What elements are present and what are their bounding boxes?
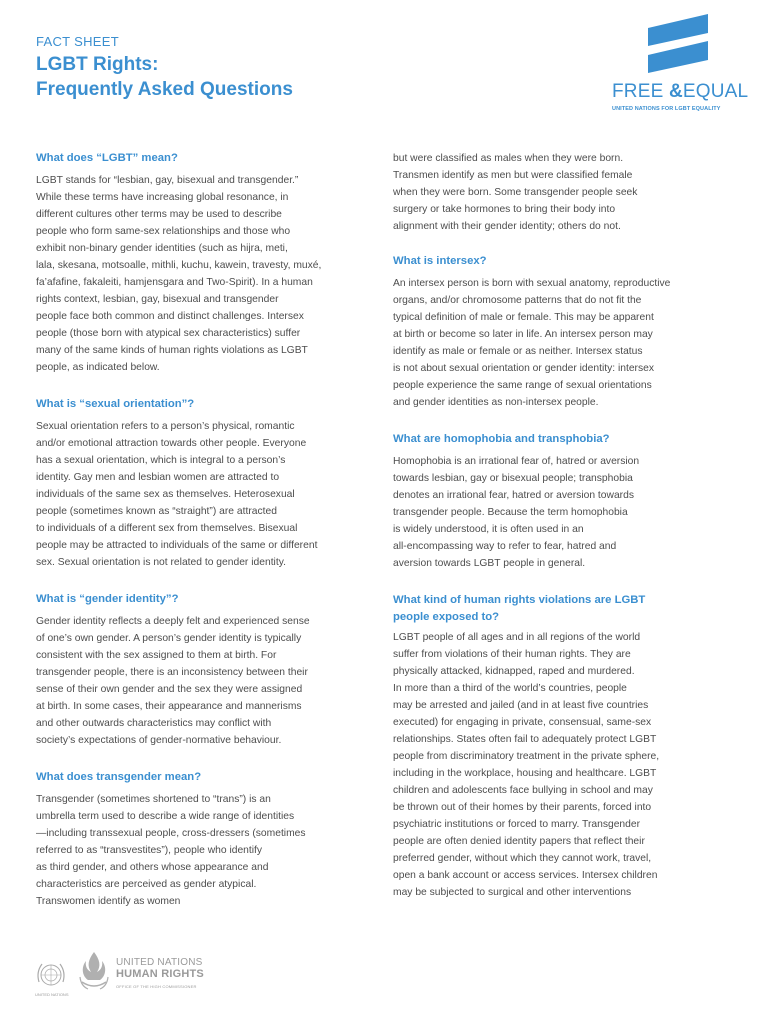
human-rights-flame-icon xyxy=(78,950,110,992)
section-heading-homophobia: What are homophobia and transphobia? xyxy=(393,433,610,445)
right-column xyxy=(393,150,719,901)
section-body-intersex: An intersex person is born with sexual anatomy, reproductive organs, and/or chromosome patterns that do not fit the typical definition of male or female. This may be apparent at birth or become so later in life. An intersex person may identify as male or female or as neither. Intersex status is not about sexual orientation or gender identity: intersex people experience the same range of sexual orientations and gender identities as non-intersex people. xyxy=(393,278,671,408)
section-heading-violations-line-2: people exposed to? xyxy=(393,611,500,623)
section-heading-gender-identity: What is “gender identity”? xyxy=(36,593,179,605)
page-title-line-2: Frequently Asked Questions xyxy=(36,79,293,100)
un-emblem-icon xyxy=(34,958,68,992)
section-body-transgender-continued: but were classified as males when they were born. Transmen identify as men but were classified female when they were born. Some transgender people seek surgery or take hormones to bring their body into alignment with their gender identity; others do not. xyxy=(393,153,638,232)
section-body-sexual-orientation: Sexual orientation refers to a person’s physical, romantic and/or emotional attraction towards other people. Everyone has a sexual orientation, which is integral to a person’s identity. Gay men and lesbian women are attracted to individuals of the same sex as themselves. Heterosexual people (sometimes known as “straight”) are attracted to individuals of a different sex from themselves. Bisexual people may be attracted to individuals of the same or different sex. Sexual orientation is not related to gender identity. xyxy=(36,421,318,568)
ohchr-line-1: UNITED NATIONS xyxy=(116,957,203,968)
section-heading-violations-line-1: What kind of human rights violations are LGBT xyxy=(393,594,646,606)
equal-sign-icon xyxy=(648,14,720,74)
section-body-homophobia: Homophobia is an irrational fear of, hatred or aversion towards lesbian, gay or bisexual people; transphobia denotes an irrational fear, hatred or aversion towards transgender people. Because the term homophobia is widely understood, it is often used in an all-encompassing way to refer to fear, hatred and aversion towards LGBT people in general. xyxy=(393,456,640,569)
logo-subtitle: UNITED NATIONS FOR LGBT EQUALITY xyxy=(612,106,721,112)
logo-word-equal: EQUAL xyxy=(682,81,749,102)
section-body-gender-identity: Gender identity reflects a deeply felt and experienced sense of one’s own gender. A person’s gender identity is typically consistent with the sex assigned to them at birth. For transgender people, there is an inconsistency between their sense of their own gender and the sex they were assigned at birth. In some cases, their appearance and mannerisms and other outwards characteristics may conflict with society’s expectations of gender-normative behaviour. xyxy=(36,616,310,746)
section-heading-intersex: What is intersex? xyxy=(393,255,487,267)
free-and-equal-logo xyxy=(610,14,750,120)
un-caption: UNITED NATIONS xyxy=(35,992,69,997)
logo-wordmark xyxy=(612,81,748,103)
left-column xyxy=(36,150,348,910)
section-heading-transgender: What does transgender mean? xyxy=(36,771,202,783)
ohchr-line-3: OFFICE OF THE HIGH COMMISSIONER xyxy=(116,984,197,989)
section-body-violations: LGBT people of all ages and in all regions of the world suffer from violations of their human rights. They are physically attacked, kidnapped, raped and murdered. In more than a third of the world’s countries, people may be arrested and jailed (and in at least five countries executed) for engaging in private, consensual, same-sex relationships. States often fail to adequately protect LGBT people from discriminatory treatment in the private sphere, including in the workplace, housing and healthcare. LGBT children and adolescents face bullying in school and may be thrown out of their homes by their parents, forced into psychiatric institutions or forced to marry. Transgender people are often denied identity papers that reflect their preferred gender, without which they cannot work, travel, open a bank account or access services. Intersex children may be subjected to surgical and other interventions xyxy=(393,632,660,898)
section-heading-sexual-orientation: What is “sexual orientation”? xyxy=(36,398,195,410)
ohchr-wordmark xyxy=(116,958,204,992)
section-heading-violations xyxy=(393,592,719,626)
section-body-lgbt: LGBT stands for “lesbian, gay, bisexual and transgender.” While these terms have increasing global resonance, in different cultures other terms may be used to describe people who form same-sex relationships and those who exhibit non-binary gender identities (such as hijra, meti, lala, skesana, motsoalle, mithli, kuchu, kawein, travesty, muxé, fa’afafine, fakaleiti, hamjensgara and Two-Spirit). In a human rights context, lesbian, gay, bisexual and transgender people face both common and distinct challenges. Intersex people (those born with atypical sex characteristics) suffer many of the same kinds of human rights violations as LGBT people, as indicated below. xyxy=(36,175,322,373)
logo-ampersand: & xyxy=(668,81,683,102)
logo-word-free: FREE xyxy=(612,81,664,102)
ohchr-line-2: HUMAN RIGHTS xyxy=(116,968,204,980)
section-body-transgender: Transgender (sometimes shortened to “trans”) is an umbrella term used to describe a wide range of identities —including transsexual people, cross-dressers (sometimes referred to as “transvestites”), people who identify as third gender, and others whose appearance and characteristics are perceived as gender atypical. Transwomen identify as women xyxy=(36,794,306,907)
fact-sheet-label: FACT SHEET xyxy=(36,34,119,49)
footer-logos xyxy=(34,948,234,1000)
page-title-line-1: LGBT Rights: xyxy=(36,54,159,75)
page-title xyxy=(36,52,293,102)
section-heading-lgbt: What does “LGBT” mean? xyxy=(36,152,178,164)
